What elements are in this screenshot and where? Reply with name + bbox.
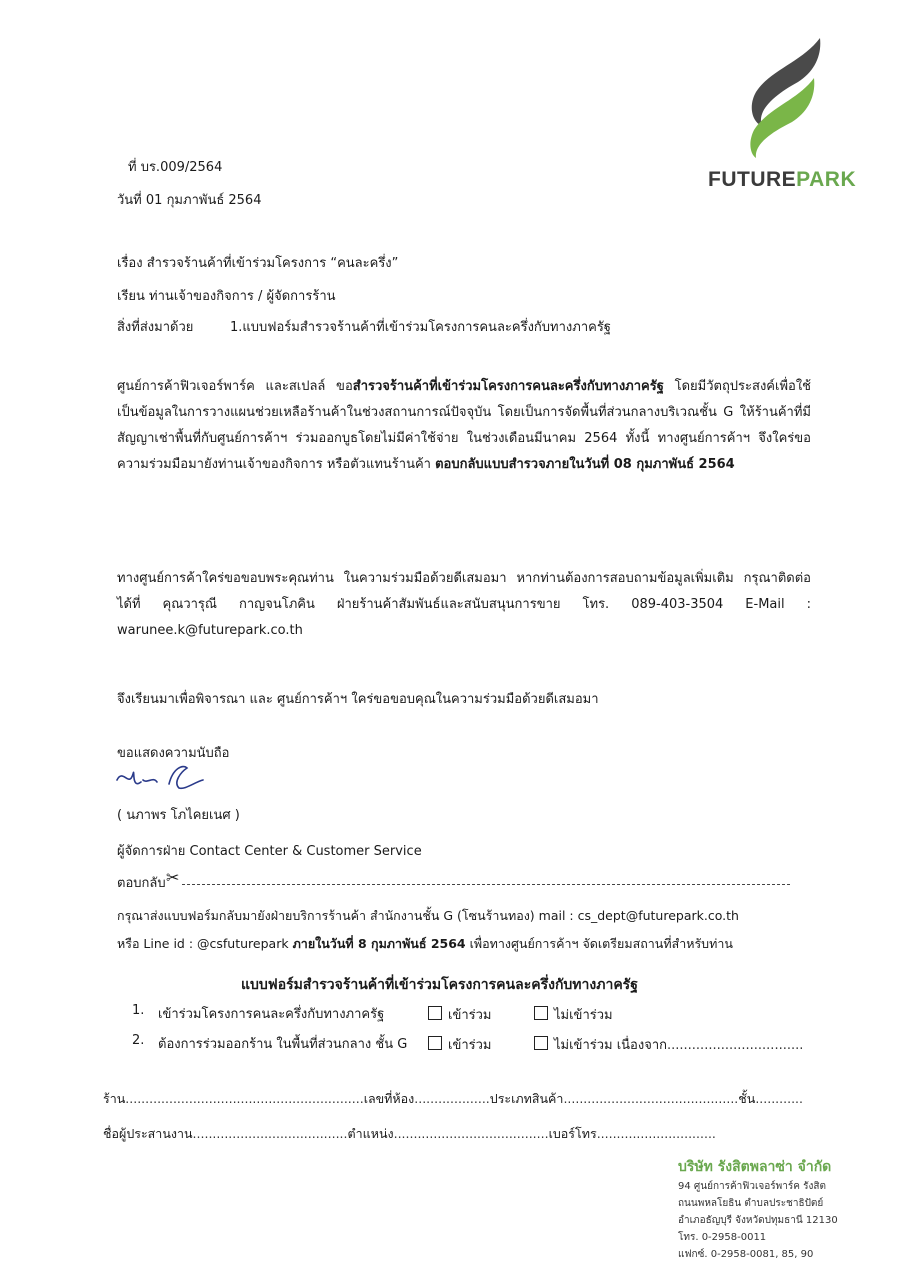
- shop-info-row: [103, 1089, 803, 1109]
- room-blank[interactable]: ...................: [414, 1091, 490, 1106]
- category-blank[interactable]: ............................................: [563, 1091, 739, 1106]
- address-line-3: อำเภอธัญบุรี จังหวัดปทุมธานี 12130: [678, 1215, 838, 1226]
- address-line-2: ถนนพหลโยธิน ตำบลประชาธิปัตย์: [678, 1198, 824, 1209]
- company-phone: โทร. 0-2958-0011: [678, 1232, 767, 1243]
- shop-label: ร้าน: [103, 1091, 126, 1106]
- company-footer: [678, 1156, 838, 1263]
- floor-blank[interactable]: ............: [755, 1091, 803, 1106]
- para1-intro: ศูนย์การค้าฟิวเจอร์พาร์ค และสเปลล์ ขอ: [117, 379, 353, 394]
- reply-instruction-2: [117, 934, 733, 954]
- company-name: บริษัท รังสิตพลาซ่า จำกัด: [678, 1159, 832, 1175]
- option-label: เข้าร่วม: [448, 1038, 492, 1053]
- phone-blank[interactable]: ..............................: [596, 1126, 716, 1141]
- question-2-text: ต้องการร่วมออกร้าน ในพื้นที่ส่วนกลาง ชั้น G: [158, 1037, 408, 1052]
- reference-number: ที่ บร.009/2564: [128, 160, 223, 175]
- category-label: ประเภทสินค้า: [489, 1091, 564, 1106]
- company-fax: แฟกซ์. 0-2958-0081, 85, 90: [678, 1249, 814, 1260]
- contact-blank[interactable]: .......................................: [192, 1126, 348, 1141]
- line-id-text: หรือ Line id : @csfuturepark: [117, 936, 293, 951]
- question-1-number: 1.: [132, 1003, 145, 1018]
- address-line-1: 94 ศูนย์การค้าฟิวเจอร์พาร์ค รังสิต: [678, 1181, 826, 1192]
- reply-deadline: ภายในวันที่ 8 กุมภาพันธ์ 2564: [292, 936, 466, 951]
- logo-text-park: PARK: [796, 168, 857, 191]
- cut-line: [182, 884, 790, 885]
- floor-label: ชั้น: [738, 1091, 756, 1106]
- signer-title: ผู้จัดการฝ่าย Contact Center & Customer Service: [117, 844, 422, 859]
- reply-purpose: เพื่อทางศูนย์การค้าฯ จัดเตรียมสถานที่สำหรับท่าน: [465, 936, 733, 951]
- recipient-line: เรียน ท่านเจ้าของกิจการ / ผู้จัดการร้าน: [117, 289, 336, 304]
- question-1-text: เข้าร่วมโครงการคนละครึ่งกับทางภาครัฐ: [158, 1007, 385, 1022]
- shop-blank[interactable]: ............................................................: [125, 1091, 364, 1106]
- option-label: ไม่เข้าร่วม: [554, 1008, 613, 1023]
- enclosure-label: สิ่งที่ส่งมาด้วย: [117, 320, 194, 335]
- question-2-number: 2.: [132, 1033, 145, 1048]
- checkbox[interactable]: [534, 1036, 548, 1050]
- signature-image: [113, 760, 213, 794]
- body-paragraph-3: จึงเรียนมาเพื่อพิจารณา และ ศูนย์การค้าฯ ใคร่ขอขอบคุณในความร่วมมือด้วยดีเสมอมา: [117, 692, 599, 707]
- scissors-icon: ✂: [166, 868, 180, 887]
- para1-emphasis: สำรวจร้านค้าที่เข้าร่วมโครงการคนละครึ่งกับทางภาครัฐ: [352, 379, 664, 394]
- checkbox[interactable]: [428, 1036, 442, 1050]
- document-date: วันที่ 01 กุมภาพันธ์ 2564: [117, 193, 262, 208]
- logo-text-future: FUTURE: [708, 168, 797, 191]
- para1-deadline: ตอบกลับแบบสำรวจภายในวันที่ 08 กุมภาพันธ์ 2564: [435, 457, 735, 472]
- contact-label: ชื่อผู้ประสานงาน: [103, 1126, 193, 1141]
- closing-line: ขอแสดงความนับถือ: [117, 746, 230, 761]
- q2-option-join[interactable]: [428, 1034, 491, 1055]
- enclosure-item: 1.แบบฟอร์มสำรวจร้านค้าที่เข้าร่วมโครงการคนละครึ่งกับทางภาครัฐ: [230, 320, 611, 335]
- option-label: ไม่เข้าร่วม เนื่องจาก: [554, 1038, 667, 1053]
- body-paragraph-2: ทางศูนย์การค้าใคร่ขอขอบพระคุณท่าน ในความร่วมมือด้วยดีเสมอมา หากท่านต้องการสอบถามข้อมูลเพิ่มเติม กรุณาติดต่อได้ที่ คุณวารุณี กาญจนโภคิน ฝ่ายร้านค้าสัมพันธ์และสนับสนุนการขาย โทร. 089-403-3504 E-Mail : warunee.k@futurepark.co.th: [117, 571, 811, 638]
- checkbox[interactable]: [428, 1006, 442, 1020]
- position-label: ตำแหน่ง: [347, 1126, 394, 1141]
- contact-info-row: [103, 1124, 716, 1144]
- body-paragraph-1: [117, 374, 811, 478]
- logo-leaf-icon: [742, 34, 824, 160]
- subject-line: เรื่อง สำรวจร้านค้าที่เข้าร่วมโครงการ “คนละครึ่ง”: [117, 256, 399, 271]
- phone-label: เบอร์โทร: [548, 1126, 597, 1141]
- q1-option-not-join[interactable]: [534, 1004, 613, 1025]
- q2-option-not-join[interactable]: [534, 1034, 803, 1055]
- para1-body: โดยมีวัตถุประสงค์เพื่อใช้เป็นข้อมูลในการวางแผนช่วยเหลือร้านค้าในช่วงสถานการณ์ปัจจุบัน โดยเป็นการจัดพื้นที่ส่วนกลางบริเวณชั้น G ให้ร้านค้าที่มีสัญญาเช่าพื้นที่กับศูนย์การค้าฯ ร่วมออกบูธโดยไม่มีค่าใช้จ่าย ในช่วงเดือนมีนาคม 2564 ทั้งนี้ ทางศูนย์การค้าฯ จึงใคร่ขอความร่วมมือมายังท่านเจ้าของกิจการ หรือตัวแทนร้านค้า: [117, 379, 811, 472]
- form-title: แบบฟอร์มสำรวจร้านค้าที่เข้าร่วมโครงการคนละครึ่งกับทางภาครัฐ: [241, 977, 638, 993]
- room-label: เลขที่ห้อง: [363, 1091, 415, 1106]
- option-label: เข้าร่วม: [448, 1008, 492, 1023]
- position-blank[interactable]: .......................................: [393, 1126, 549, 1141]
- reply-instruction-1: กรุณาส่งแบบฟอร์มกลับมายังฝ่ายบริการร้านค้า สำนักงานชั้น G (โซนร้านทอง) mail : cs_dept@futurepark.co.th: [117, 908, 739, 923]
- q1-option-join[interactable]: [428, 1004, 491, 1025]
- reply-label: ตอบกลับ: [117, 876, 166, 891]
- signer-name: ( นภาพร โภไคยเนศ ): [117, 808, 240, 823]
- checkbox[interactable]: [534, 1006, 548, 1020]
- reason-blank[interactable]: .................................: [667, 1038, 804, 1053]
